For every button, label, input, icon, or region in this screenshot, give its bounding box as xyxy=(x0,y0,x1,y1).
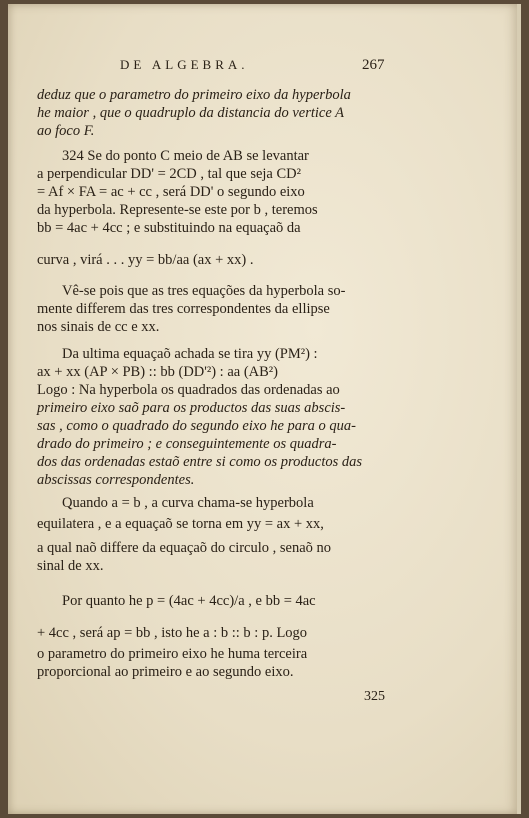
text-line: = Af × FA = ac + cc , será DD' o segundo eixo xyxy=(37,184,305,200)
text-line: Vê-se pois que as tres equações da hyperbola so- xyxy=(62,283,346,299)
text-line: da hyperbola. Represente-se este por b , teremos xyxy=(37,202,318,218)
text-line: Quando a = b , a curva chama-se hyperbola xyxy=(62,495,314,511)
text-line: ao foco F. xyxy=(37,123,95,139)
page-edge xyxy=(517,4,521,814)
signature-mark: 325 xyxy=(364,689,385,704)
text-line: drado do primeiro ; e conseguintemente os quadra- xyxy=(37,436,337,452)
text-line: sas , como o quadrado do segundo eixo he para o qua- xyxy=(37,418,356,434)
running-head: DE ALGEBRA. xyxy=(120,57,249,72)
text-line: a perpendicular DD' = 2CD , tal que seja CD² xyxy=(37,166,301,182)
formula-line: Por quanto he p = (4ac + 4cc)/a , e bb = 4ac xyxy=(62,593,316,609)
text-line: ax + xx (AP × PB) :: bb (DD'²) : aa (AB²) xyxy=(37,364,278,380)
text-line: dos das ordenadas estaõ entre si como os productos das xyxy=(37,454,363,470)
text-line: Da ultima equaçaõ achada se tira yy (PM²) : xyxy=(62,346,318,362)
text-line: proporcional ao primeiro e ao segundo eixo. xyxy=(37,664,294,680)
text-line: mente differem das tres correspondentes da ellipse xyxy=(37,301,330,317)
text-line: he maior , que o quadruplo da distancia do vertice A xyxy=(37,105,345,121)
text-line: 324 Se do ponto C meio de AB se levantar xyxy=(62,148,309,164)
text-line: o parametro do primeiro eixo he huma terceira xyxy=(37,646,308,662)
text-line: Logo : Na hyperbola os quadrados das ordenadas ao xyxy=(37,382,340,398)
text-line: bb = 4ac + 4cc ; e substituindo na equaçaõ da xyxy=(37,220,301,236)
text-line: deduz que o parametro do primeiro eixo da hyperbola xyxy=(37,87,351,103)
text-line: + 4cc , será ap = bb , isto he a : b :: b : p. Logo xyxy=(37,625,308,641)
text-line: nos sinais de cc e xx. xyxy=(37,319,160,335)
formula-line: curva , virá . . . yy = bb/aa (ax + xx) . xyxy=(37,252,254,268)
page-number: 267 xyxy=(362,57,385,73)
text-line: primeiro eixo saõ para os productos das suas abscis- xyxy=(37,400,346,416)
text-line: equilatera , e a equaçaõ se torna em yy = ax + xx, xyxy=(37,516,324,532)
text-line: a qual naõ differe da equaçaõ do circulo , senaõ no xyxy=(37,540,332,556)
text-line: abscissas correspondentes. xyxy=(37,472,195,488)
text-line: sinal de xx. xyxy=(37,558,104,574)
